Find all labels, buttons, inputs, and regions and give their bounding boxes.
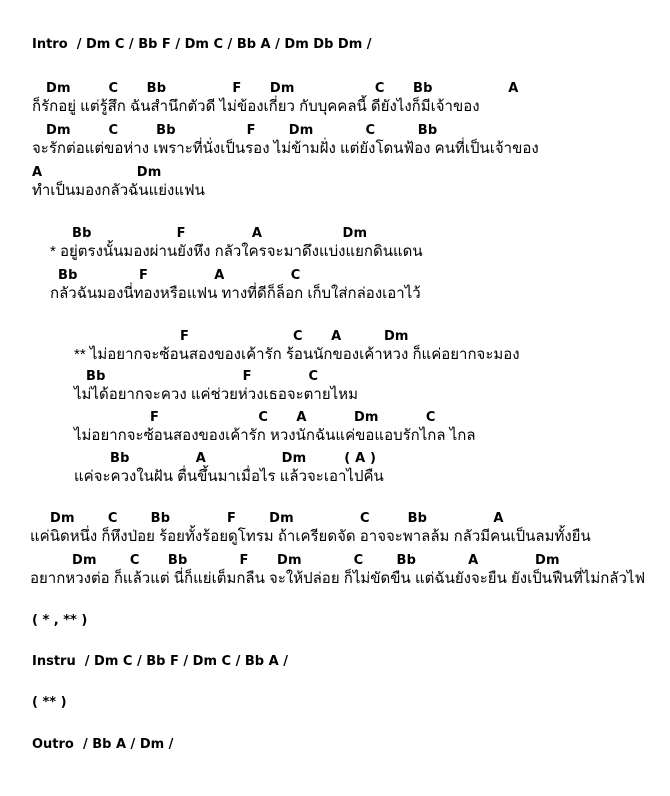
chorus-star-lyrics-row-1: * อยู่ตรงนั้นมองผ่านยังหึง กลัวใครจะมาดึงแบ่งแยกดินแดน <box>50 243 423 260</box>
chorus-star-chords-row-2: Bb F A C <box>58 268 301 283</box>
chorus-doublestar-lyrics-row-3: ไม่อยากจะซ้อนสองของเค้ารัก หวงนักฉันแค่ขอแอบรักไกล ไกล <box>74 427 476 444</box>
outro-spacer <box>74 737 83 752</box>
verse1-chords-row-3: A Dm <box>32 165 162 180</box>
chorus-doublestar-lyrics-row-1: ** ไม่อยากจะซ้อนสองของเค้ารัก ร้อนนักของเค้าหวง ก็แค่อยากจะมอง <box>74 346 520 363</box>
chorus-star-lyrics-row-2: กลัวฉันมองนี่ทองหรือแฟน ทางที่ดีก็ล็อก เก็บใส่กล่องเอาไว้ <box>50 285 421 302</box>
intro-spacer <box>68 37 77 52</box>
outro-label: Outro <box>32 737 74 752</box>
instru-section-label <box>32 655 288 669</box>
instru-progression: / Dm C / Bb F / Dm C / Bb A / <box>84 654 288 669</box>
verse1-chords-row-1: Dm C Bb F Dm C Bb A <box>46 81 519 96</box>
verse2-chords-row-1: Dm C Bb F Dm C Bb A <box>50 511 504 526</box>
verse2-lyrics-row-2: อยากหวงต่อ ก็แล้วแต่ นี่ก็แย่เต็มกลืน จะให้ปล่อย ก็ไม่ขัดขืน แต่ฉันยังจะยืน ยังเป็นฟืนที่ไม่กลัวไฟ <box>30 570 646 587</box>
chorus-doublestar-chords-row-3: F C A Dm C <box>150 410 436 425</box>
verse1-lyrics-row-3: ทำเป็นมองกลัวฉันแย่งแฟน <box>32 182 205 199</box>
verse1-lyrics-row-1: ก็รักอยู่ แต่รู้สึก ฉันสำนึกตัวดี ไม่ข้องเกี่ยว กับบุคคลนี้ ดียังไงก็มีเจ้าของ <box>32 98 480 115</box>
repeat-star-doublestar: ( * , ** ) <box>32 613 88 628</box>
instru-label: Instru <box>32 654 76 669</box>
outro-progression: / Bb A / Dm / <box>82 737 174 752</box>
chorus-doublestar-chords-row-4: Bb A Dm ( A ) <box>110 451 377 466</box>
verse1-chords-row-2: Dm C Bb F Dm C Bb <box>46 123 438 138</box>
verse2-chords-row-2: Dm C Bb F Dm C Bb A Dm <box>72 553 560 568</box>
outro-section-label <box>32 738 173 752</box>
intro-progression: / Dm C / Bb F / Dm C / Bb A / Dm Db Dm / <box>76 37 372 52</box>
chorus-star-chords-row-1: Bb F A Dm <box>72 226 368 241</box>
chorus-doublestar-lyrics-row-2: ไม่ได้อยากจะควง แค่ช่วยห่วงเธอจะตายไหม <box>74 386 358 403</box>
chorus-doublestar-chords-row-2: Bb F C <box>86 369 319 384</box>
instru-spacer <box>76 654 85 669</box>
verse1-lyrics-row-2: จะรักต่อแต่ขอห่าง เพราะที่นั่งเป็นรอง ไม่ข้ามฝั่ง แต่ยังโดนฟ้อง คนที่เป็นเจ้าของ <box>32 140 539 157</box>
verse2-lyrics-row-1: แค่นิดหนึ่ง ก็หึงป่อย ร้อยทั้งร้อยดูโทรม ถ้าเครียดจัด อาจจะพาลล้ม กลัวมีคนเป็นลมทั้งยืน <box>30 528 591 545</box>
chorus-doublestar-chords-row-1: F C A Dm <box>180 329 409 344</box>
intro-section-label <box>32 38 372 52</box>
chorus-doublestar-lyrics-row-4: แค่จะควงในฝัน ตื่นขึ้นมาเมื่อไร แล้วจะเอาไปคืน <box>74 468 384 485</box>
repeat-doublestar: ( ** ) <box>32 695 67 710</box>
intro-label: Intro <box>32 37 68 52</box>
